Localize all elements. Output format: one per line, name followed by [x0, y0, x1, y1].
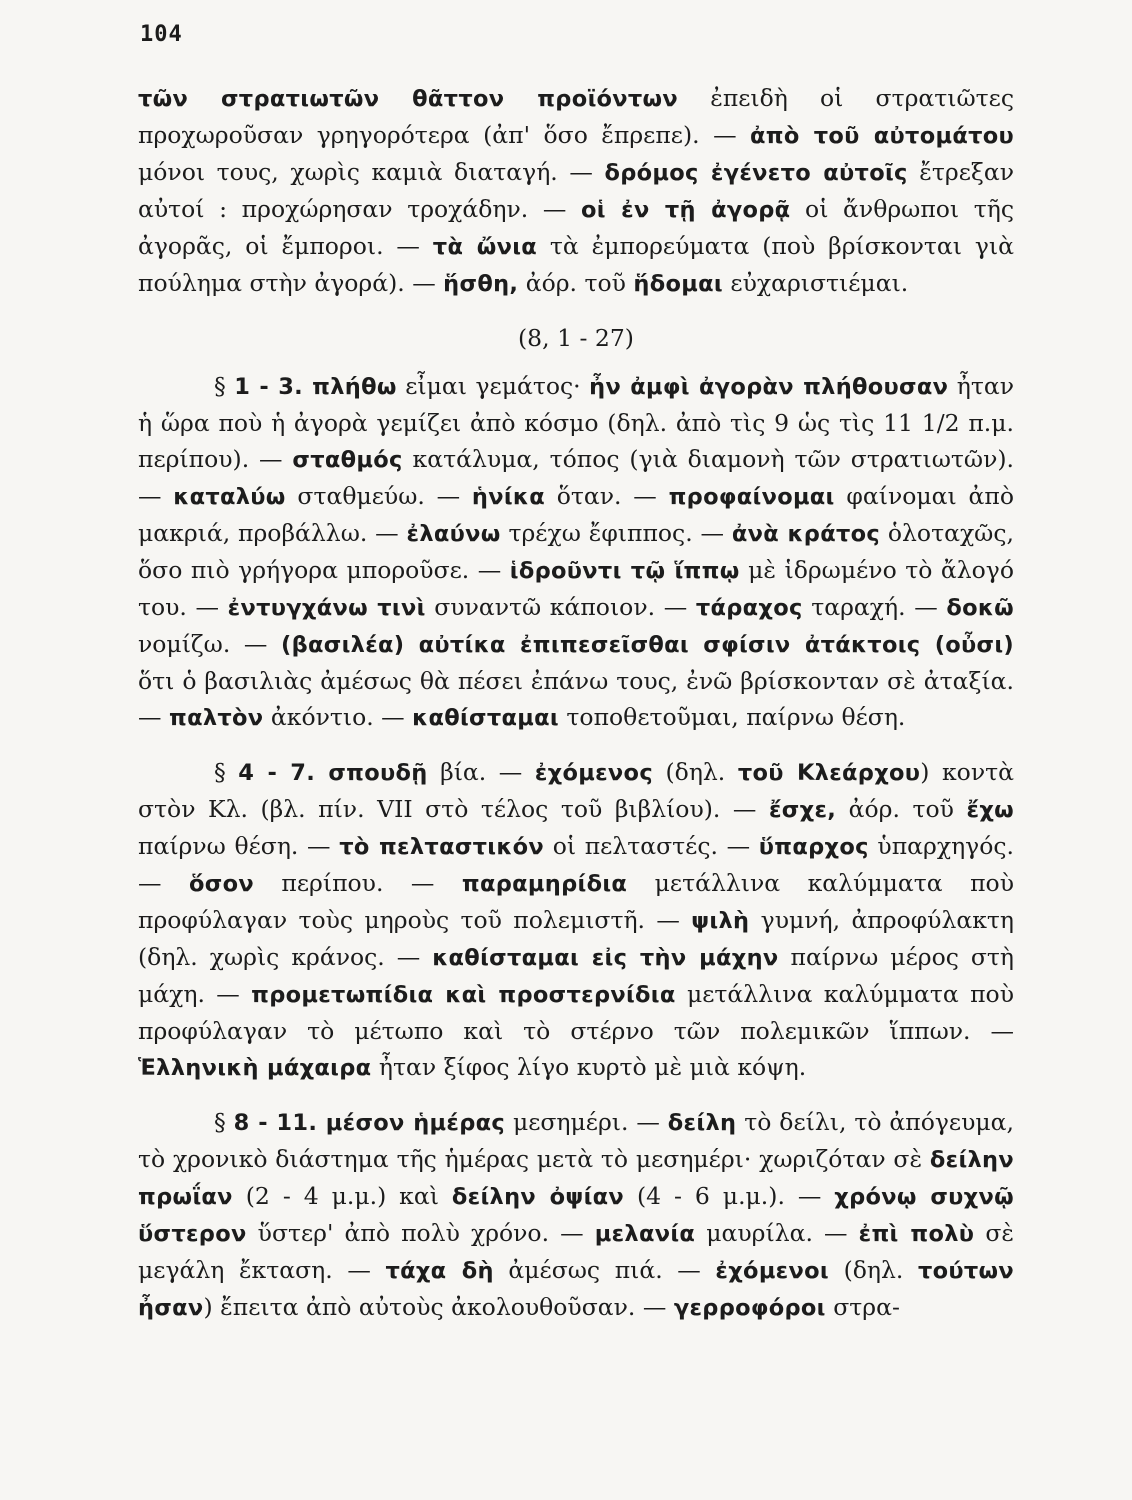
term: ἐντυγχάνω τινὶ: [227, 595, 426, 621]
gloss: ὅταν. —: [544, 482, 669, 510]
gloss: οἱ ἄνθρωποι τῆς ἀγορᾶς, οἱ ἔμποροι. —: [138, 195, 1014, 260]
paragraph-8-11: [138, 1104, 1014, 1326]
gloss: μετάλλινα καλύμματα ποὺ προφύλαγαν τοὺς μηροὺς τοῦ πολεμιστῆ. —: [138, 869, 1014, 934]
paragraph-4-7: [138, 754, 1014, 1086]
gloss: σὲ μεγάλη ἔκταση. —: [138, 1219, 1015, 1284]
term: ἀνὰ κράτος: [731, 521, 881, 547]
gloss: ) κοντὰ στὸν Κλ. (βλ. πίν. VII στὸ τέλος τοῦ βιβλίου). —: [138, 758, 1014, 823]
gloss: γυμνή, ἀπροφύλακτη (δηλ. χωρὶς κράνος. —: [138, 906, 1014, 971]
term: 8 - 11. μέσον ἡμέρας: [233, 1110, 506, 1136]
term: ὕπαρχος: [758, 834, 869, 860]
term: τὰ ὤνια: [432, 234, 538, 260]
gloss: μὲ ἱδρωμένο τὸ ἄλογό του. —: [138, 556, 1014, 621]
gloss: τὰ ἐμπορεύματα (ποὺ βρίσκονται γιὰ πούλημα στὴν ἀγορά). —: [138, 232, 1014, 297]
term: χρόνῳ συχνῷ ὕστερον: [138, 1184, 1014, 1247]
term: τάραχος: [695, 595, 803, 621]
term: (βασιλέα) αὐτίκα ἐπιπεσεῖσθαι σφίσιν ἀτάκτοις (οὖσι): [281, 632, 1015, 658]
gloss: στρα-: [825, 1293, 900, 1321]
term: τὸ πελταστικόν: [339, 834, 545, 860]
gloss: §: [214, 1108, 234, 1136]
gloss: (4 - 6 μ.μ.). —: [624, 1182, 835, 1210]
term: παραμηρίδια: [461, 871, 628, 897]
term: ἐλαύνω: [406, 521, 501, 547]
term: ἥσθη,: [443, 271, 519, 297]
term: δείλην πρωΐαν: [138, 1147, 1014, 1210]
gloss: (δηλ.: [652, 758, 738, 786]
term: ἐπὶ πολὺ: [858, 1221, 975, 1247]
gloss: εἶμαι γεμάτος·: [396, 372, 590, 400]
page-number: 104: [140, 22, 183, 47]
term: 1 - 3. πλήθω: [234, 374, 397, 400]
gloss: ταραχή. —: [802, 593, 947, 621]
term: δείλη: [667, 1110, 737, 1136]
term: προφαίνομαι: [668, 484, 835, 510]
gloss: μετάλλινα καλύμματα ποὺ προφύλαγαν τὸ μέτωπο καὶ τὸ στέρνο τῶν πολεμικῶν ἵππων. —: [138, 980, 1014, 1045]
body-text: [138, 80, 1014, 1326]
term: τάχα δὴ: [385, 1258, 494, 1284]
term: ἐχόμενος: [534, 760, 653, 786]
term: δοκῶ: [946, 595, 1014, 621]
term: δείλην ὀψίαν: [451, 1184, 625, 1210]
term: Ἑλληνικὴ μάχαιρα: [138, 1055, 372, 1081]
term: ἔσχε,: [768, 797, 837, 823]
term: 4 - 7. σπουδῇ: [238, 760, 428, 786]
term: γερροφόροι: [673, 1295, 826, 1321]
term: οἱ ἐν τῇ ἀγορᾷ: [581, 197, 791, 223]
term: ὅσον: [188, 871, 254, 897]
term: καθίσταμαι: [412, 705, 559, 731]
term: παλτὸν: [168, 705, 264, 731]
term: καθίσταμαι εἰς τὴν μάχην: [432, 945, 779, 971]
term: ἱδροῦντι τῷ ἵππῳ: [509, 558, 740, 584]
gloss: §: [214, 372, 235, 400]
gloss: εὐχαριστιέμαι.: [722, 269, 909, 297]
term: ἥδομαι: [633, 271, 723, 297]
paragraph-1-3: [138, 368, 1014, 736]
term: προμετωπίδια καὶ προστερνίδια: [251, 982, 676, 1008]
gloss: ἔτρεξαν αὐτοί : προχώρησαν τροχάδην. —: [138, 158, 1014, 223]
gloss: ἀόρ. τοῦ: [836, 795, 967, 823]
gloss: ἀμέσως πιά. —: [493, 1256, 716, 1284]
gloss: παίρνω θέση. —: [138, 832, 340, 860]
term: σταθμός: [292, 447, 403, 473]
term: τῶν στρατιωτῶν θᾶττον προϊόντων: [138, 86, 679, 112]
gloss: μαυρίλα. —: [695, 1219, 859, 1247]
gloss: μόνοι τους, χωρὶς καμιὰ διαταγή. —: [138, 158, 605, 186]
term: ψιλὴ: [691, 908, 750, 934]
gloss: τὸ δείλι, τὸ ἀπόγευμα, τὸ χρονικὸ διάστημα τῆς ἡμέρας μετὰ τὸ μεσημέρι· χωριζόταν σὲ: [138, 1108, 1014, 1173]
gloss: τοποθετοῦμαι, παίρνω θέση.: [558, 703, 906, 731]
gloss: (δηλ.: [828, 1256, 918, 1284]
gloss: ἦταν ξίφος λίγο κυρτὸ μὲ μιὰ κόψη.: [371, 1053, 807, 1081]
gloss: ὕστερ' ἀπὸ πολὺ χρόνο. —: [246, 1219, 595, 1247]
gloss: ὑπαρχηγός. —: [138, 832, 1014, 897]
gloss: φαίνομαι ἀπὸ μακριά, προβάλλω. —: [138, 482, 1014, 547]
gloss: ὅτι ὁ βασιλιὰς ἀμέσως θὰ πέσει ἐπάνω τους, ἐνῶ βρίσκονταν σὲ ἀταξία. —: [138, 667, 1014, 731]
term: τούτων ἦσαν: [138, 1258, 1014, 1321]
gloss: ἦταν ἡ ὥρα ποὺ ἡ ἀγορὰ γεμίζει ἀπὸ κόσμο (δηλ. ἀπὸ τὶς 9 ὡς τὶς 11 1/2 π.μ. περίπου). —: [138, 372, 1014, 473]
gloss: ἀόρ. τοῦ: [518, 269, 634, 297]
term: τοῦ Κλεάρχου: [737, 760, 921, 786]
term: ἔχω: [966, 797, 1014, 823]
term: μελανία: [594, 1221, 696, 1247]
gloss: βία. —: [427, 758, 535, 786]
gloss: συναντῶ κάποιον. —: [425, 593, 696, 621]
term: ἡνίκα: [471, 484, 545, 510]
intro-paragraph: [138, 80, 1014, 302]
gloss: παίρνω μέρος στὴ μάχη. —: [138, 943, 1014, 1008]
gloss: σταθμεύω. —: [285, 482, 472, 510]
gloss: περίπου. —: [253, 869, 462, 897]
gloss: οἱ πελταστές. —: [544, 832, 759, 860]
term: ἀπὸ τοῦ αὐτομάτου: [750, 123, 1014, 149]
gloss: ὁλοταχῶς, ὅσο πιὸ γρήγορα μποροῦσε. —: [138, 519, 1014, 584]
gloss: νομίζω. —: [138, 630, 282, 658]
gloss: §: [214, 758, 239, 786]
gloss: ἀκόντιο. —: [263, 703, 413, 731]
gloss: ἐπειδὴ οἱ στρατιῶτες προχωροῦσαν γρηγορότερα (ἀπ' ὅσο ἔπρεπε). —: [138, 84, 1014, 149]
term: δρόμος ἐγένετο αὐτοῖς: [604, 160, 908, 186]
gloss: ) ἔπειτα ἀπὸ αὐτοὺς ἀκολουθοῦσαν. —: [203, 1293, 674, 1321]
term: ἦν ἀμφὶ ἀγορὰν πλήθουσαν: [589, 374, 949, 400]
gloss: μεσημέρι. —: [505, 1108, 668, 1136]
term: καταλύω: [173, 484, 286, 510]
gloss: (2 - 4 μ.μ.) καὶ: [232, 1182, 452, 1210]
section-heading: (8, 1 - 27): [518, 324, 634, 352]
gloss: κατάλυμα, τόπος (γιὰ διαμονὴ τῶν στρατιωτῶν). —: [138, 445, 1014, 510]
gloss: τρέχω ἔφιππος. —: [500, 519, 732, 547]
term: ἐχόμενοι: [715, 1258, 829, 1284]
